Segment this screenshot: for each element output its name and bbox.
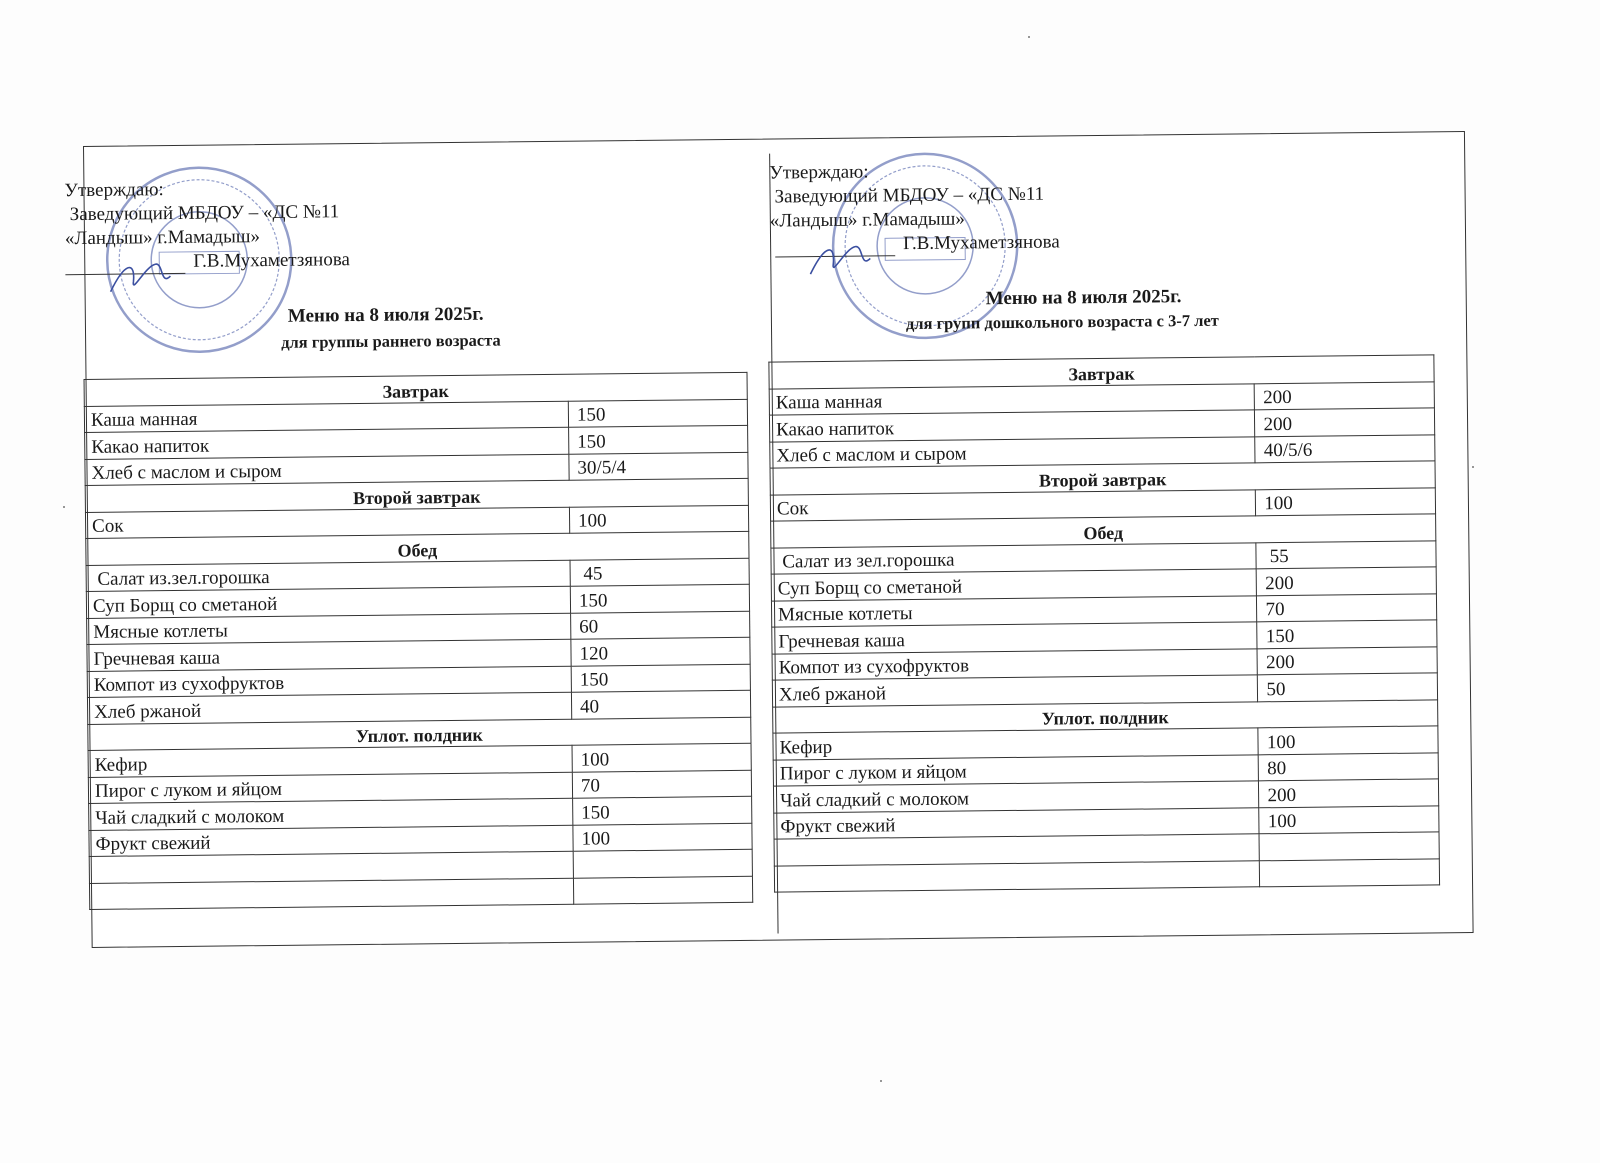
dish-name: Компот из сухофруктов: [87, 666, 571, 698]
dish-name: Гречневая каша: [772, 622, 1258, 654]
dish-name: Хлеб с маслом и сыром: [770, 436, 1256, 468]
empty-cell: [1260, 858, 1440, 886]
dish-name: Сок: [770, 489, 1256, 521]
portion-size: 70: [572, 770, 751, 798]
dish-name: Кефир: [773, 728, 1259, 760]
dish-name: Суп Борщ со сметаной: [86, 586, 570, 618]
portion-size: 200: [1255, 381, 1435, 409]
portion-size: 55: [1256, 540, 1436, 568]
menu-subtitle: для группы раннего возраста: [281, 330, 501, 352]
dish-name: Фрукт свежий: [89, 825, 573, 857]
approval-signer: Г.В.Мухаметзянова: [902, 231, 1060, 255]
portion-size: 50: [1258, 673, 1438, 701]
dish-name: Какао напиток: [769, 410, 1255, 442]
empty-cell: [573, 849, 752, 877]
dish-name: Каша манная: [84, 401, 568, 433]
menu-table: [84, 372, 754, 910]
dish-name: Какао напиток: [85, 427, 569, 459]
portion-size: 200: [1257, 567, 1437, 595]
portion-size: 150: [573, 796, 752, 824]
meal-section-name: Второй завтрак: [85, 478, 748, 512]
meal-section-name: Завтрак: [769, 355, 1434, 389]
approval-position: Заведующий МБДОУ – «ДС №11: [69, 201, 340, 226]
approval-title: Утверждаю:: [769, 161, 869, 184]
menu-subtitle: для групп дошкольного возраста с 3-7 лет: [905, 310, 1219, 334]
portion-size: 200: [1257, 646, 1437, 674]
approval-title: Утверждаю:: [64, 179, 164, 202]
portion-size: 150: [571, 664, 750, 692]
empty-cell: [89, 878, 573, 910]
menu-table: [768, 354, 1440, 892]
meal-section-name: Завтрак: [84, 372, 747, 406]
dish-name: Салат из зел.горошка: [771, 542, 1257, 574]
portion-size: 150: [568, 399, 747, 427]
dish-name: Фрукт свежий: [774, 807, 1260, 839]
handwritten-signature: [805, 238, 875, 279]
menu-panel-early-age: [64, 140, 764, 855]
portion-size: 150: [1257, 620, 1437, 648]
portion-size: 150: [569, 425, 748, 453]
handwritten-signature: [105, 256, 175, 297]
menu-title: Меню на 8 июля 2025г.: [287, 303, 484, 327]
portion-size: 100: [1259, 805, 1439, 833]
portion-size: 40/5/6: [1255, 434, 1435, 462]
portion-size: 120: [571, 637, 750, 665]
portion-size: 200: [1255, 408, 1435, 436]
meal-section-name: Обед: [771, 514, 1436, 548]
empty-cell: [1259, 832, 1439, 860]
portion-size: 200: [1259, 779, 1439, 807]
approval-organization: «Ландыш» г.Мамадыш»: [64, 226, 261, 250]
dish-name: Гречневая каша: [87, 639, 571, 671]
menu-panel-preschool: [769, 132, 1464, 838]
approval-position: Заведующий МБДОУ – «ДС №11: [774, 183, 1045, 208]
dish-name: Каша манная: [769, 383, 1255, 415]
approval-organization: «Ландыш» г.Мамадыш»: [769, 208, 965, 232]
portion-size: 100: [569, 505, 748, 533]
portion-size: 100: [573, 823, 752, 851]
meal-section-name: Второй завтрак: [770, 461, 1435, 495]
meal-section-name: Обед: [86, 531, 749, 565]
portion-size: 45: [570, 558, 749, 586]
approval-signer: Г.В.Мухаметзянова: [193, 249, 351, 272]
empty-cell: [573, 876, 752, 904]
dish-name: Пирог с луком и яйцом: [88, 772, 572, 804]
dish-name: Сок: [85, 507, 569, 539]
dish-name: Компот из сухофруктов: [772, 648, 1258, 680]
menu-sheet: [64, 131, 1474, 948]
menu-title: Меню на 8 июля 2025г.: [985, 286, 1182, 310]
dish-name: Чай сладкий с молоком: [89, 798, 573, 830]
dish-name: Мясные котлеты: [87, 613, 571, 645]
meal-section-name: Уплот. полдник: [773, 699, 1438, 733]
dish-name: Кефир: [88, 745, 572, 777]
portion-size: 100: [572, 743, 751, 771]
portion-size: 70: [1257, 593, 1437, 621]
portion-size: 60: [571, 611, 750, 639]
portion-size: 30/5/4: [569, 452, 748, 480]
portion-size: 80: [1259, 752, 1439, 780]
dish-name: Хлеб ржаной: [772, 675, 1258, 707]
dish-name: Салат из.зел.горошка: [86, 560, 570, 592]
meal-section-name: Уплот. полдник: [88, 717, 751, 751]
portion-size: 100: [1256, 487, 1436, 515]
dish-name: Чай сладкий с молоком: [773, 781, 1259, 813]
dish-name: Мясные котлеты: [771, 595, 1257, 627]
portion-size: 100: [1258, 726, 1438, 754]
dish-name: Суп Борщ со сметаной: [771, 569, 1257, 601]
dish-name: Хлеб ржаной: [87, 692, 571, 724]
dish-name: Пирог с луком и яйцом: [773, 754, 1259, 786]
empty-cell: [774, 860, 1260, 892]
dish-name: Хлеб с маслом и сыром: [85, 454, 569, 486]
portion-size: 40: [571, 690, 750, 718]
portion-size: 150: [570, 584, 749, 612]
